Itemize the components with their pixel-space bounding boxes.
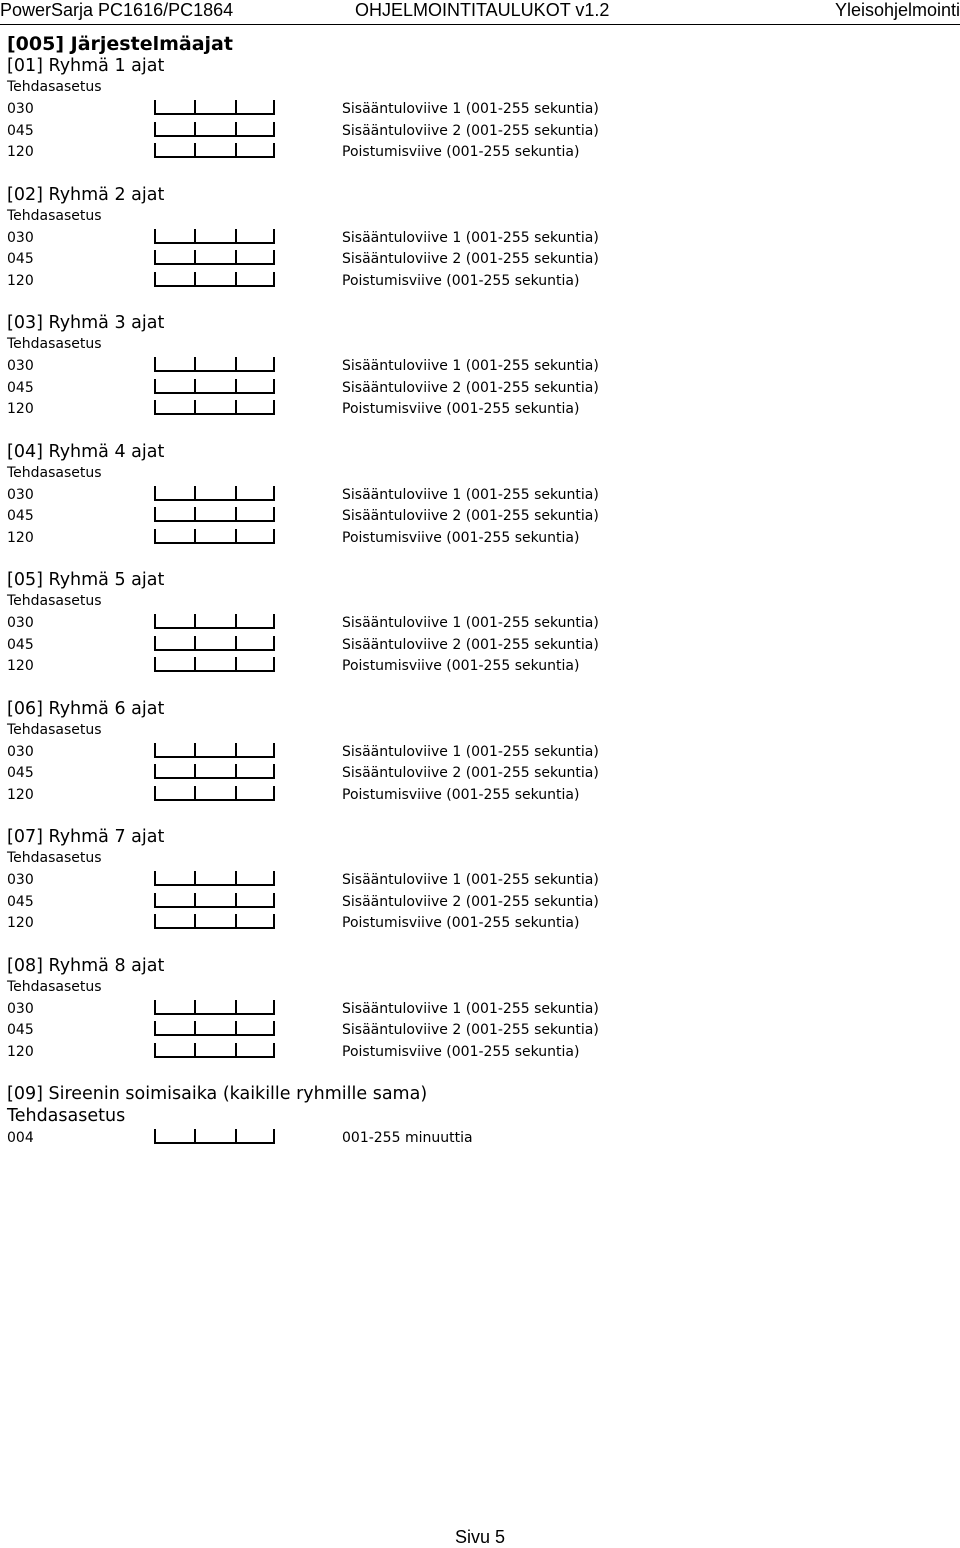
default-value: 030 [7,101,34,117]
setting-description: Sisääntuloviive 2 (001-255 sekuntia) [342,765,599,781]
setting-row [7,484,947,506]
default-value: 120 [7,144,34,160]
box-divider [194,379,196,392]
setting-description: Sisääntuloviive 2 (001-255 sekuntia) [342,893,599,910]
default-value: 120 [7,401,34,417]
box-divider [273,764,275,777]
setting-row [7,227,947,249]
entry-boxes[interactable] [154,250,275,265]
default-label: Tehdasasetus [7,79,102,95]
setting-row [7,912,947,934]
setting-row [7,1127,947,1149]
box-divider [273,272,275,285]
box-divider [235,272,237,285]
default-value: 004 [7,1130,34,1146]
group-title: [01] Ryhmä 1 ajat [7,56,165,76]
default-value: 030 [7,486,34,503]
setting-row [7,762,947,784]
setting-description: Sisääntuloviive 1 (001-255 sekuntia) [342,615,599,631]
setting-description: Poistumisviive (001-255 sekuntia) [342,658,580,674]
entry-boxes[interactable] [154,914,275,929]
box-divider [273,229,275,242]
box-divider [235,1043,237,1056]
box-divider [194,100,196,113]
default-label: Tehdasasetus [7,464,102,481]
entry-boxes[interactable] [154,507,275,522]
box-divider [194,786,196,799]
group-title: [03] Ryhmä 3 ajat [7,313,165,333]
box-divider [194,914,196,927]
setting-description: Poistumisviive (001-255 sekuntia) [342,272,580,289]
box-divider [273,1043,275,1056]
siren-section [7,1083,947,1149]
default-value: 030 [7,1000,34,1017]
box-divider [235,636,237,649]
default-value: 030 [7,358,34,374]
box-divider [235,786,237,799]
setting-description: 001-255 minuuttia [342,1130,473,1146]
time-group [7,441,947,549]
box-divider [194,122,196,135]
entry-boxes[interactable] [154,486,275,501]
box-divider [194,743,196,756]
entry-boxes[interactable] [154,143,275,158]
box-divider [235,1129,237,1142]
box-divider [235,893,237,906]
setting-row [7,1019,947,1041]
entry-boxes[interactable] [154,272,275,287]
default-value: 030 [7,229,34,246]
setting-description: Poistumisviive (001-255 sekuntia) [342,1043,580,1060]
box-divider [194,1000,196,1013]
box-divider [235,657,237,670]
default-value: 045 [7,893,34,910]
box-divider [273,1129,275,1142]
box-divider [273,1021,275,1034]
box-divider [194,614,196,627]
setting-description: Poistumisviive (001-255 sekuntia) [342,915,580,931]
box-divider [194,486,196,499]
box-divider [194,400,196,413]
entry-boxes[interactable] [154,229,275,244]
setting-row [7,1041,947,1063]
box-divider [273,400,275,413]
box-divider [273,871,275,884]
default-value: 030 [7,872,34,888]
time-group [7,312,947,420]
group-title: [08] Ryhmä 8 ajat [7,955,165,976]
default-label: Tehdasasetus [7,850,102,866]
page-header [0,0,960,25]
default-value: 120 [7,786,34,803]
setting-description: Sisääntuloviive 1 (001-255 sekuntia) [342,743,599,760]
setting-description: Poistumisviive (001-255 sekuntia) [342,144,580,160]
default-label: Tehdasasetus [7,593,102,609]
time-group [7,826,947,934]
default-label: Tehdasasetus [7,1106,126,1126]
box-divider [194,1043,196,1056]
setting-row [7,248,947,270]
entry-boxes[interactable] [154,1021,275,1036]
box-divider [273,379,275,392]
setting-row [7,527,947,549]
default-value: 045 [7,765,34,781]
time-group [7,55,947,163]
box-divider [194,250,196,263]
box-divider [273,357,275,370]
box-divider [273,486,275,499]
setting-row [7,505,947,527]
box-divider [235,100,237,113]
entry-boxes[interactable] [154,657,275,672]
setting-description: Sisääntuloviive 1 (001-255 sekuntia) [342,358,599,374]
group-title: [05] Ryhmä 5 ajat [7,570,165,590]
setting-description: Sisääntuloviive 2 (001-255 sekuntia) [342,122,599,139]
default-value: 120 [7,529,34,546]
box-divider [273,657,275,670]
default-value: 120 [7,272,34,289]
box-divider [194,357,196,370]
setting-row [7,612,947,634]
setting-row [7,869,947,891]
entry-boxes[interactable] [154,400,275,415]
setting-row [7,141,947,163]
default-value: 120 [7,1043,34,1060]
setting-description: Sisääntuloviive 1 (001-255 sekuntia) [342,486,599,503]
setting-row [7,398,947,420]
box-divider [235,743,237,756]
page-title: [005] Järjestelmäajat [7,33,233,55]
default-value: 045 [7,122,34,139]
box-divider [235,914,237,927]
box-divider [194,1129,196,1142]
box-divider [235,143,237,156]
entry-boxes[interactable] [154,614,275,629]
default-value: 120 [7,658,34,674]
setting-description: Sisääntuloviive 2 (001-255 sekuntia) [342,251,599,267]
entry-boxes[interactable] [154,122,275,137]
box-divider [235,507,237,520]
setting-row [7,655,947,677]
entry-boxes[interactable] [154,743,275,758]
box-divider [273,122,275,135]
page-footer [0,1527,960,1548]
entry-boxes[interactable] [154,1043,275,1058]
setting-description: Sisääntuloviive 1 (001-255 sekuntia) [342,229,599,246]
setting-description: Poistumisviive (001-255 sekuntia) [342,401,580,417]
header-section: Yleisohjelmointi [834,0,960,20]
box-divider [194,893,196,906]
box-divider [273,914,275,927]
box-divider [194,272,196,285]
setting-row [7,355,947,377]
setting-description: Sisääntuloviive 2 (001-255 sekuntia) [342,1022,599,1038]
box-divider [194,507,196,520]
entry-boxes[interactable] [154,379,275,394]
setting-description: Poistumisviive (001-255 sekuntia) [342,786,580,803]
box-divider [235,871,237,884]
default-label: Tehdasasetus [7,978,102,995]
box-divider [273,143,275,156]
entry-boxes[interactable] [154,529,275,544]
setting-row [7,741,947,763]
setting-description: Sisääntuloviive 2 (001-255 sekuntia) [342,508,599,524]
entry-boxes[interactable] [154,636,275,651]
siren-title: [09] Sireenin soimisaika (kaikille ryhmille sama) [7,1084,428,1104]
box-divider [194,764,196,777]
group-list [7,55,947,1062]
box-divider [273,1000,275,1013]
box-divider [194,657,196,670]
time-group [7,955,947,1063]
default-value: 045 [7,379,34,396]
box-divider [273,786,275,799]
box-divider [273,100,275,113]
box-divider [235,250,237,263]
group-title: [06] Ryhmä 6 ajat [7,698,165,719]
default-value: 120 [7,915,34,931]
page-number: Sivu 5 [454,1527,506,1547]
box-divider [235,529,237,542]
setting-row [7,634,947,656]
box-divider [194,1021,196,1034]
box-divider [194,529,196,542]
default-value: 045 [7,1022,34,1038]
entry-boxes[interactable] [154,871,275,886]
setting-description: Sisääntuloviive 2 (001-255 sekuntia) [342,379,599,396]
default-value: 045 [7,508,34,524]
box-divider [273,507,275,520]
box-divider [235,1021,237,1034]
box-divider [273,250,275,263]
header-doc-title: OHJELMOINTITAULUKOT v1.2 [355,0,610,20]
box-divider [235,486,237,499]
box-divider [273,743,275,756]
box-divider [235,1000,237,1013]
box-divider [235,122,237,135]
box-divider [235,764,237,777]
box-divider [235,357,237,370]
box-divider [235,614,237,627]
default-label: Tehdasasetus [7,336,102,352]
time-group [7,698,947,806]
setting-description: Sisääntuloviive 1 (001-255 sekuntia) [342,1000,599,1017]
entry-boxes[interactable] [154,893,275,908]
default-value: 030 [7,743,34,760]
setting-row [7,891,947,913]
setting-row [7,784,947,806]
box-divider [235,229,237,242]
setting-description: Sisääntuloviive 1 (001-255 sekuntia) [342,101,599,117]
time-group [7,569,947,677]
default-value: 045 [7,636,34,653]
setting-row [7,998,947,1020]
box-divider [194,871,196,884]
entry-boxes[interactable] [154,1129,275,1144]
entry-boxes[interactable] [154,357,275,372]
setting-row [7,377,947,399]
box-divider [273,893,275,906]
setting-description: Poistumisviive (001-255 sekuntia) [342,529,580,546]
box-divider [235,379,237,392]
box-divider [194,143,196,156]
box-divider [273,614,275,627]
group-title: [04] Ryhmä 4 ajat [7,441,165,462]
default-value: 030 [7,615,34,631]
default-value: 045 [7,251,34,267]
time-group [7,184,947,292]
setting-description: Sisääntuloviive 2 (001-255 sekuntia) [342,636,599,653]
default-label: Tehdasasetus [7,207,102,224]
box-divider [273,529,275,542]
default-label: Tehdasasetus [7,721,102,738]
box-divider [273,636,275,649]
setting-row [7,270,947,292]
entry-boxes[interactable] [154,1000,275,1015]
box-divider [194,636,196,649]
header-product: PowerSarja PC1616/PC1864 [0,0,234,20]
group-title: [07] Ryhmä 7 ajat [7,827,165,847]
document-body [7,33,947,1149]
box-divider [194,229,196,242]
setting-description: Sisääntuloviive 1 (001-255 sekuntia) [342,872,599,888]
box-divider [235,400,237,413]
setting-row [7,98,947,120]
entry-boxes[interactable] [154,764,275,779]
group-title: [02] Ryhmä 2 ajat [7,184,165,205]
entry-boxes[interactable] [154,786,275,801]
setting-row [7,120,947,142]
entry-boxes[interactable] [154,100,275,115]
